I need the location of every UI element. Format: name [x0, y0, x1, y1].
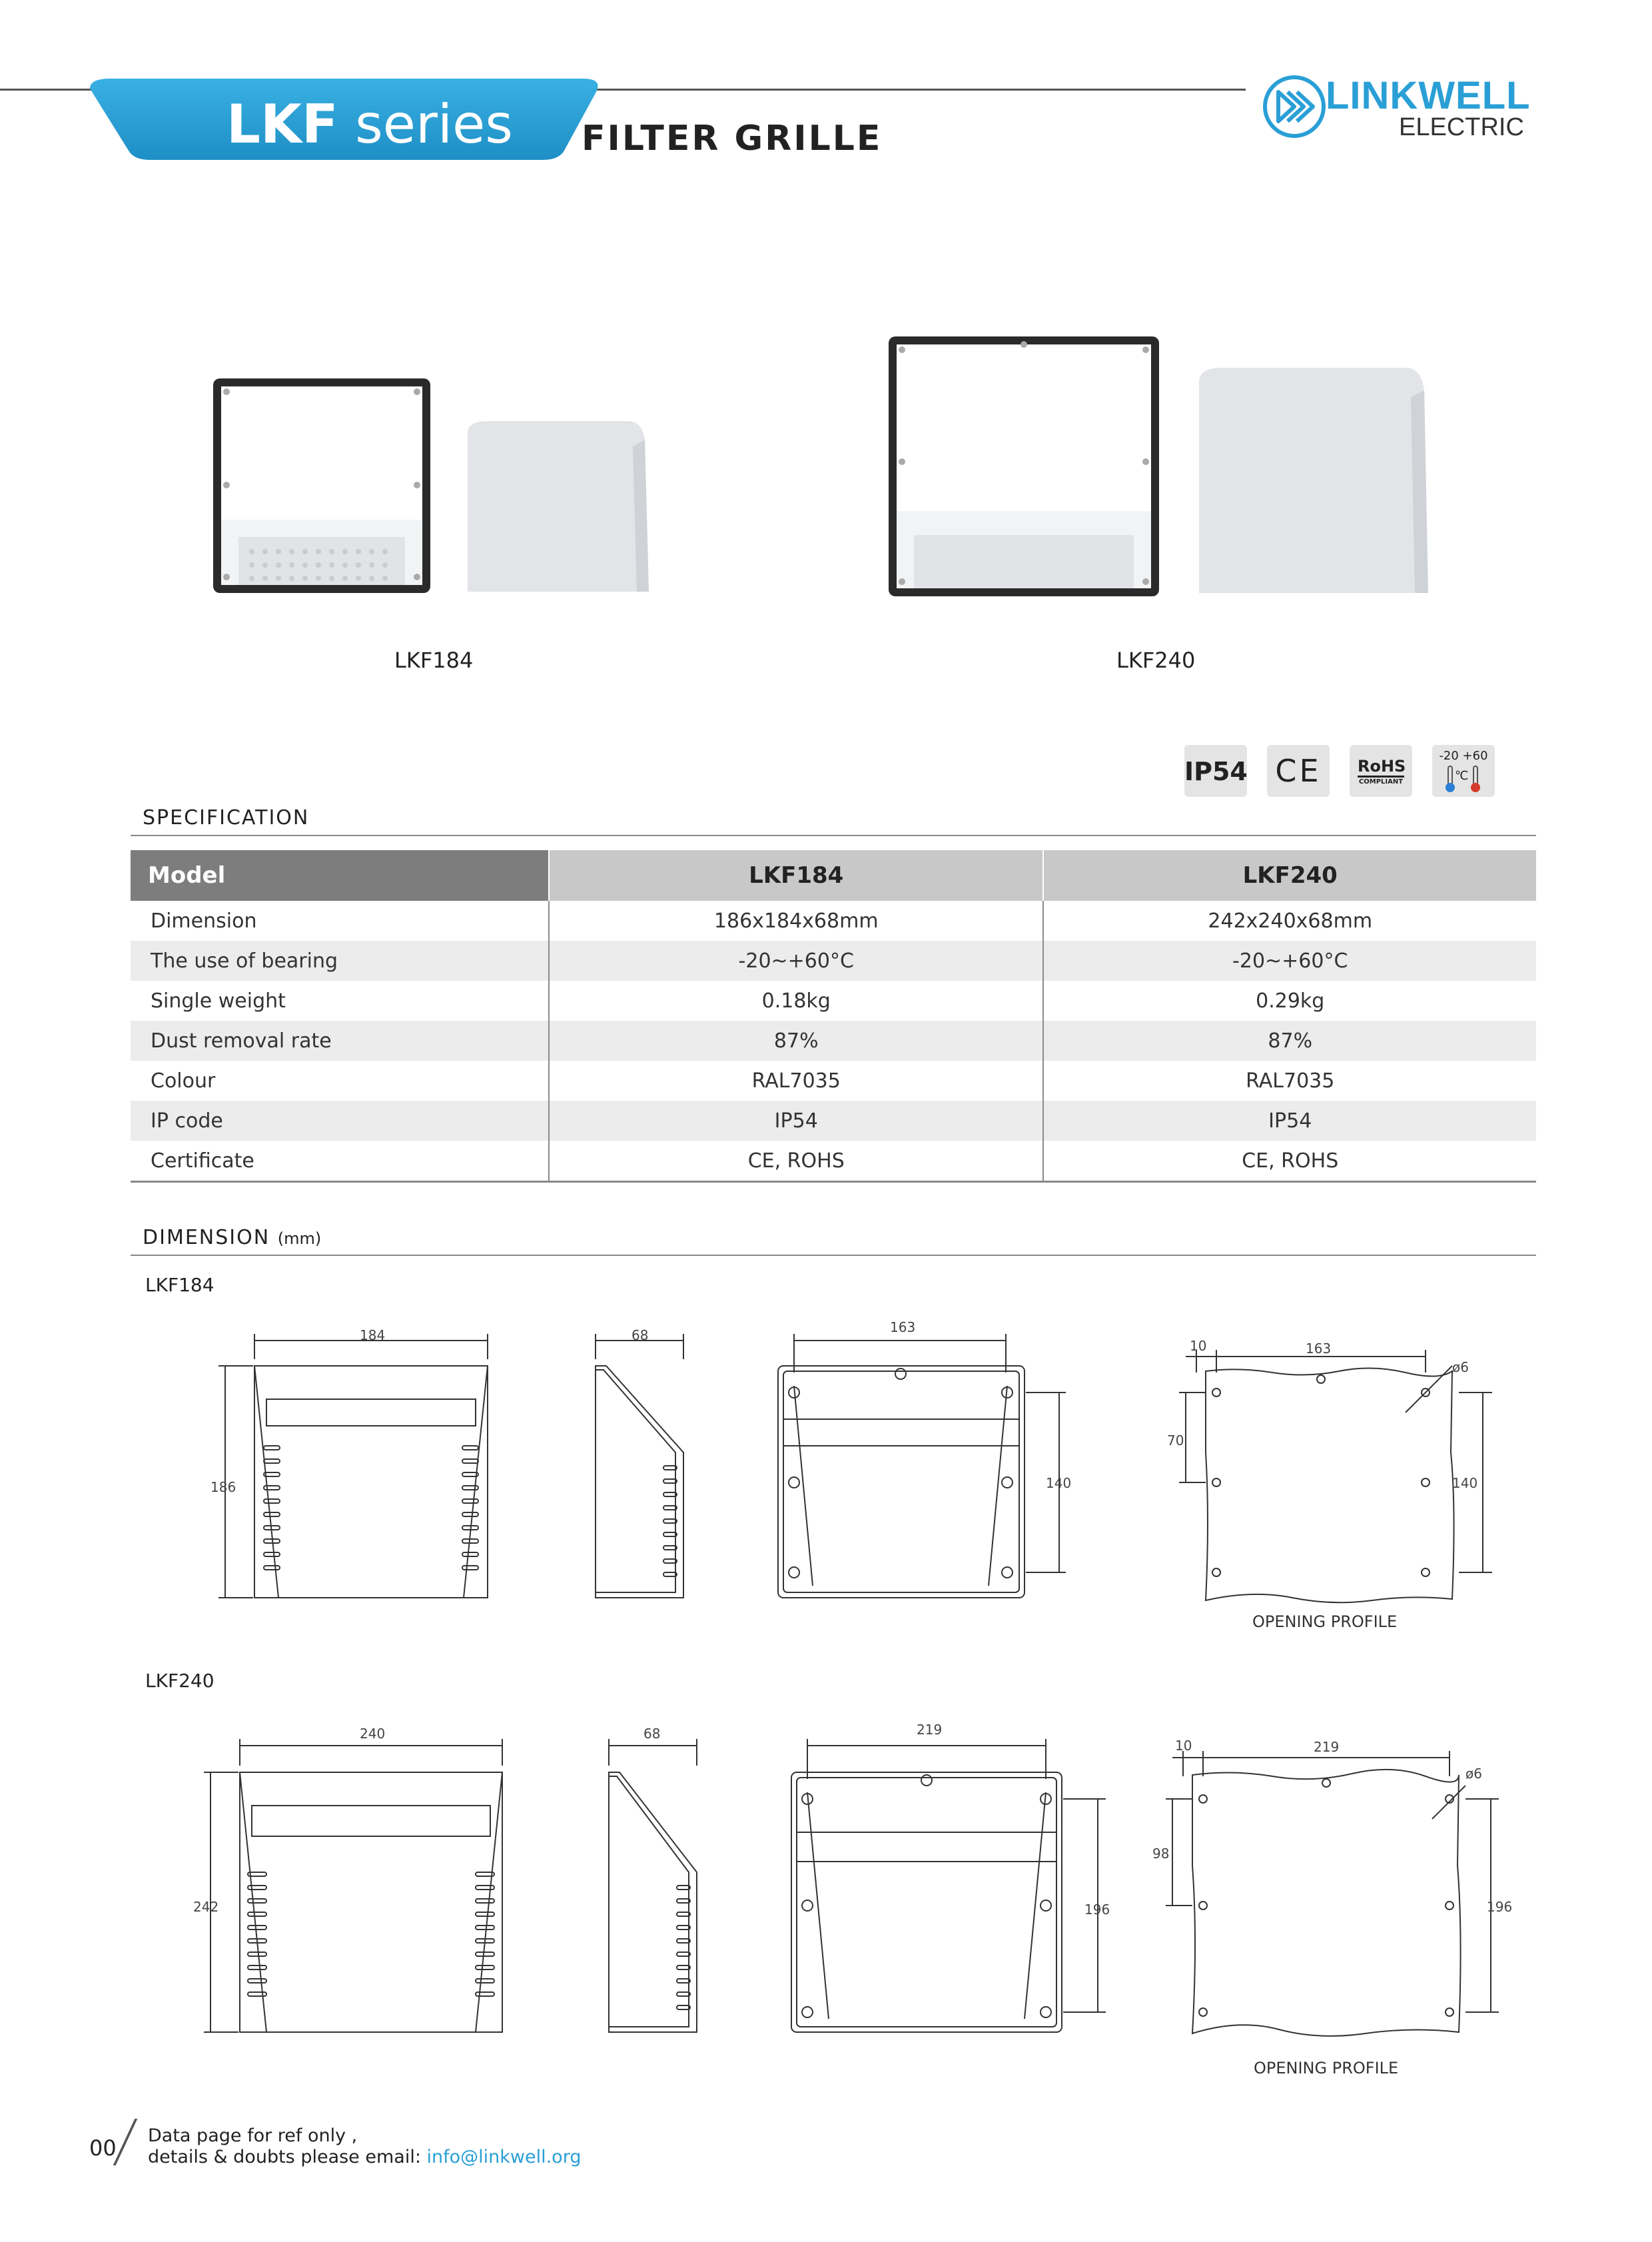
page-number: 00 — [89, 2135, 117, 2161]
rohs-label: RoHS — [1358, 757, 1404, 778]
dim-front-width-lkf184: 184 — [360, 1327, 386, 1343]
back-view-lkf184 — [766, 1319, 1086, 1619]
ce-icon — [1267, 745, 1330, 797]
table-row — [131, 1101, 1536, 1141]
front-view-lkf240 — [187, 1719, 520, 2052]
spec-value: 0.18kg — [549, 981, 1043, 1021]
dim-profile-height-lkf184: 140 — [1452, 1475, 1478, 1491]
spec-label: Dimension — [131, 901, 549, 941]
dim-profile-width-lkf240: 219 — [1314, 1739, 1340, 1755]
spec-header-model: Model — [131, 850, 549, 901]
opening-profile-lkf240 — [1146, 1719, 1519, 2052]
spec-label: The use of bearing — [131, 941, 549, 981]
spec-value: 0.29kg — [1043, 981, 1536, 1021]
dim-profile-height-lkf240: 196 — [1487, 1899, 1513, 1915]
specification-header-row — [131, 850, 1536, 901]
dim-front-height-lkf184: 186 — [210, 1479, 236, 1495]
dim-back-height-lkf240: 196 — [1084, 1902, 1110, 1918]
spec-header-lkf240: LKF240 — [1043, 850, 1536, 901]
dim-side-depth-lkf240: 68 — [643, 1726, 661, 1742]
footer-email-link[interactable]: info@linkwell.org — [426, 2147, 582, 2167]
dimension-label-lkf184: LKF184 — [145, 1274, 214, 1296]
product-photo-lkf184-side — [461, 420, 654, 593]
dim-profile-offset-lkf240: 10 — [1175, 1738, 1192, 1754]
series-title — [226, 93, 513, 155]
ip54-icon — [1184, 745, 1247, 797]
spec-label: IP code — [131, 1101, 549, 1141]
dim-profile-half-lkf240: 98 — [1152, 1846, 1170, 1862]
opening-profile-caption-lkf240: OPENING PROFILE — [1254, 2059, 1399, 2077]
table-row — [131, 981, 1536, 1021]
footer-line1: Data page for ref only , — [148, 2125, 358, 2146]
footer-line2 — [148, 2147, 581, 2168]
footer-note — [148, 2125, 581, 2168]
table-row — [131, 1021, 1536, 1061]
dim-back-width-lkf240: 219 — [917, 1722, 943, 1738]
dimension-title-text: DIMENSION — [143, 1226, 270, 1249]
product-photo-lkf184-front — [212, 377, 432, 597]
table-row — [131, 1141, 1536, 1182]
temperature-range: -20 +60 — [1439, 749, 1488, 763]
spec-value: 87% — [549, 1021, 1043, 1061]
spec-value: -20~+60°C — [549, 941, 1043, 981]
spec-label: Colour — [131, 1061, 549, 1101]
dim-profile-hole-lkf184: ø6 — [1452, 1359, 1469, 1375]
product-caption-lkf184: LKF184 — [394, 648, 474, 673]
spec-value: 87% — [1043, 1021, 1536, 1061]
header-rule-right — [593, 89, 1246, 91]
side-view-lkf240 — [600, 1719, 719, 2052]
footer-line2-text: details & doubts please email: — [148, 2147, 427, 2167]
series-title-light: series — [355, 93, 513, 155]
dimension-unit: (mm) — [277, 1229, 322, 1248]
dimension-title — [143, 1226, 321, 1249]
rohs-sublabel: COMPLIANT — [1358, 778, 1404, 786]
ip54-label: IP54 — [1184, 757, 1248, 786]
spec-value: RAL7035 — [1043, 1061, 1536, 1101]
header-rule-left — [0, 89, 93, 91]
product-photo-lkf240-side — [1192, 366, 1432, 594]
dim-profile-half-lkf184: 70 — [1167, 1432, 1184, 1448]
dimension-rule — [131, 1255, 1536, 1256]
back-view-lkf240 — [779, 1719, 1112, 2052]
dim-back-width-lkf184: 163 — [890, 1319, 916, 1335]
dim-front-width-lkf240: 240 — [360, 1726, 386, 1742]
dim-profile-offset-lkf184: 10 — [1190, 1338, 1207, 1354]
product-photo-lkf240-front — [887, 335, 1160, 598]
product-caption-lkf240: LKF240 — [1116, 648, 1196, 673]
table-row — [131, 941, 1536, 981]
opening-profile-caption-lkf184: OPENING PROFILE — [1252, 1612, 1398, 1631]
footer-divider — [113, 2119, 138, 2165]
side-view-lkf184 — [586, 1319, 706, 1619]
dim-back-height-lkf184: 140 — [1046, 1475, 1072, 1491]
rohs-icon — [1350, 745, 1412, 797]
temperature-unit: ℃ — [1455, 769, 1469, 783]
dim-profile-hole-lkf240: ø6 — [1465, 1766, 1482, 1782]
front-view-lkf184 — [200, 1319, 506, 1619]
linkwell-logo-icon — [1261, 73, 1328, 140]
table-row — [131, 901, 1536, 941]
specification-rule — [131, 835, 1536, 836]
dim-side-depth-lkf184: 68 — [631, 1327, 649, 1343]
spec-value: 186x184x68mm — [549, 901, 1043, 941]
dimension-label-lkf240: LKF240 — [145, 1670, 214, 1692]
temperature-icon — [1432, 745, 1495, 797]
spec-label: Dust removal rate — [131, 1021, 549, 1061]
spec-value: RAL7035 — [549, 1061, 1043, 1101]
spec-value: -20~+60°C — [1043, 941, 1536, 981]
table-row — [131, 1061, 1536, 1101]
spec-value: IP54 — [549, 1101, 1043, 1141]
series-title-bold: LKF — [226, 93, 338, 155]
spec-value: CE, ROHS — [549, 1141, 1043, 1182]
specification-title: SPECIFICATION — [143, 806, 310, 830]
specification-table — [131, 850, 1536, 1183]
dim-profile-width-lkf184: 163 — [1306, 1341, 1332, 1357]
brand-sub: ELECTRIC — [1399, 113, 1524, 141]
spec-label: Certificate — [131, 1141, 549, 1182]
page-title: FILTER GRILLE — [582, 119, 883, 159]
ce-label: CE — [1275, 753, 1322, 789]
spec-value: CE, ROHS — [1043, 1141, 1536, 1182]
spec-header-lkf184: LKF184 — [549, 850, 1043, 901]
spec-value: IP54 — [1043, 1101, 1536, 1141]
spec-value: 242x240x68mm — [1043, 901, 1536, 941]
brand-name: LINKWELL — [1326, 74, 1531, 117]
spec-label: Single weight — [131, 981, 549, 1021]
dim-front-height-lkf240: 242 — [193, 1899, 219, 1915]
